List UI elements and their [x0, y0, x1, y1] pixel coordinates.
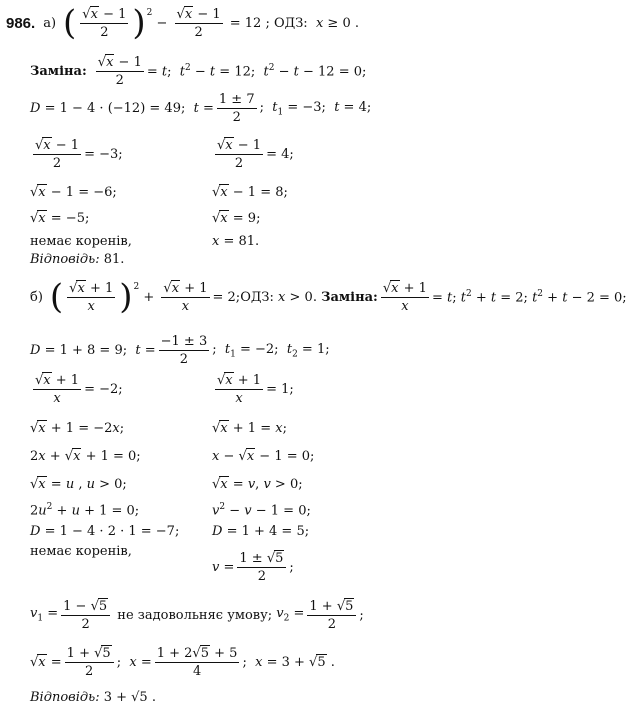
line-b-case1-d: √ x = u , u > 0; — [30, 477, 127, 492]
line-b-x-result: √ x = 1 + √ 5 2 ; x = 1 + 2 √ 5 + 5 4 ; x = 3 + √ 5 . — [30, 646, 335, 679]
condition-text: не задовольняє умову; — [117, 607, 273, 623]
line-b-case2-b: √ x + 1 = x; — [212, 421, 287, 436]
line-b-no-roots: немає коренів, — [30, 544, 132, 559]
problem-number: 986. — [6, 14, 36, 32]
line-a-answer — [30, 252, 124, 267]
line-b-case2-c: x − √ x − 1 = 0; — [212, 449, 315, 464]
line-a-case2-c: √ x = 9; — [212, 211, 261, 226]
line-b-case1-f: D = 1 − 4 · 2 · 1 = −7; — [30, 524, 180, 539]
odz-label-a: ОДЗ: — [273, 15, 308, 31]
line-b-case2-frac: √ x + 1 x = 1; — [217, 373, 294, 406]
line-b-answer — [30, 690, 156, 705]
line-a-no-roots: немає коренів, — [30, 234, 132, 249]
line-a-substitution: Заміна: √ x − 1 2 = t; $t^2 - t = 12$; $t^2 - t - 12 = 0$; — [30, 55, 367, 88]
line-b-case2-f: D = 1 + 4 = 5; — [212, 524, 310, 539]
line-a-discriminant: D = 1 − 4 · (−12) = 49; t = $\frac{1 \pm 7}{2}$ ; $t_1 = -3$; t = 4; — [30, 92, 372, 125]
line-a-x81: x = 81. — [212, 234, 260, 249]
answer-b-value: 3 + √5 . — [103, 690, 156, 705]
line-a-case1-c: √ x = −5; — [30, 211, 90, 226]
line-b-discriminant: D = 1 + 8 = 9; t = $\frac{-1 \pm 3}{2}$ ; $t_1 = -2$; $t_2 = 1$; — [30, 334, 330, 367]
line-b-v-values: $v_1$ = 1 − √ 5 2 не задовольняє умову; $v_2$ = 1 + √ 5 2 ; — [30, 599, 364, 632]
part-a-label: а) — [43, 15, 57, 31]
answer-label-b: Відповідь: — [30, 690, 100, 705]
odz-label-b: ОДЗ: — [240, 289, 274, 305]
substitution-label-b: Заміна: — [321, 289, 378, 305]
line-a-case2-frac: √ x − 1 2 = 4; — [217, 138, 294, 171]
line-a-case2-b: √ x − 1 = 8; — [212, 185, 288, 200]
substitution-label-a: Заміна: — [30, 63, 87, 79]
line-a-equation: 986. а) ( √ x − 1 2 ) $^2$ − √ x − 1 2 = 12 ; ОДЗ: x ≥ 0 . — [6, 3, 359, 43]
line-b-equation: б) ( √ x + 1 x ) $^2$ + √ x + 1 x = 2; ОДЗ: x > 0. Заміна: √ x + 1 x = t; $t^2 + t = 2$; $t^2 + t - 2 = 0$; — [30, 277, 627, 317]
line-b-case1-e: $2u^2 + u + 1 = 0$; — [30, 502, 140, 519]
line-a-case1-b: √ x − 1 = −6; — [30, 185, 117, 200]
line-a-case1-frac: √ x − 1 2 = −3; — [35, 138, 123, 171]
line-b-case1-frac: √ x + 1 x = −2; — [35, 373, 123, 406]
part-b-label: б) — [30, 289, 43, 305]
line-b-case2-e: $v^2 - v - 1 = 0$; — [212, 502, 311, 519]
line-b-case2-d: √ x = v, v > 0; — [212, 477, 303, 492]
answer-a-value: 81. — [103, 252, 125, 267]
line-b-case1-b: √ x + 1 = −2x; — [30, 421, 125, 436]
line-b-v-formula: v = 1 ± √ 5 2 ; — [212, 551, 294, 584]
answer-label-a: Відповідь: — [30, 252, 100, 267]
line-b-case1-c: 2x + √ x + 1 = 0; — [30, 449, 141, 464]
